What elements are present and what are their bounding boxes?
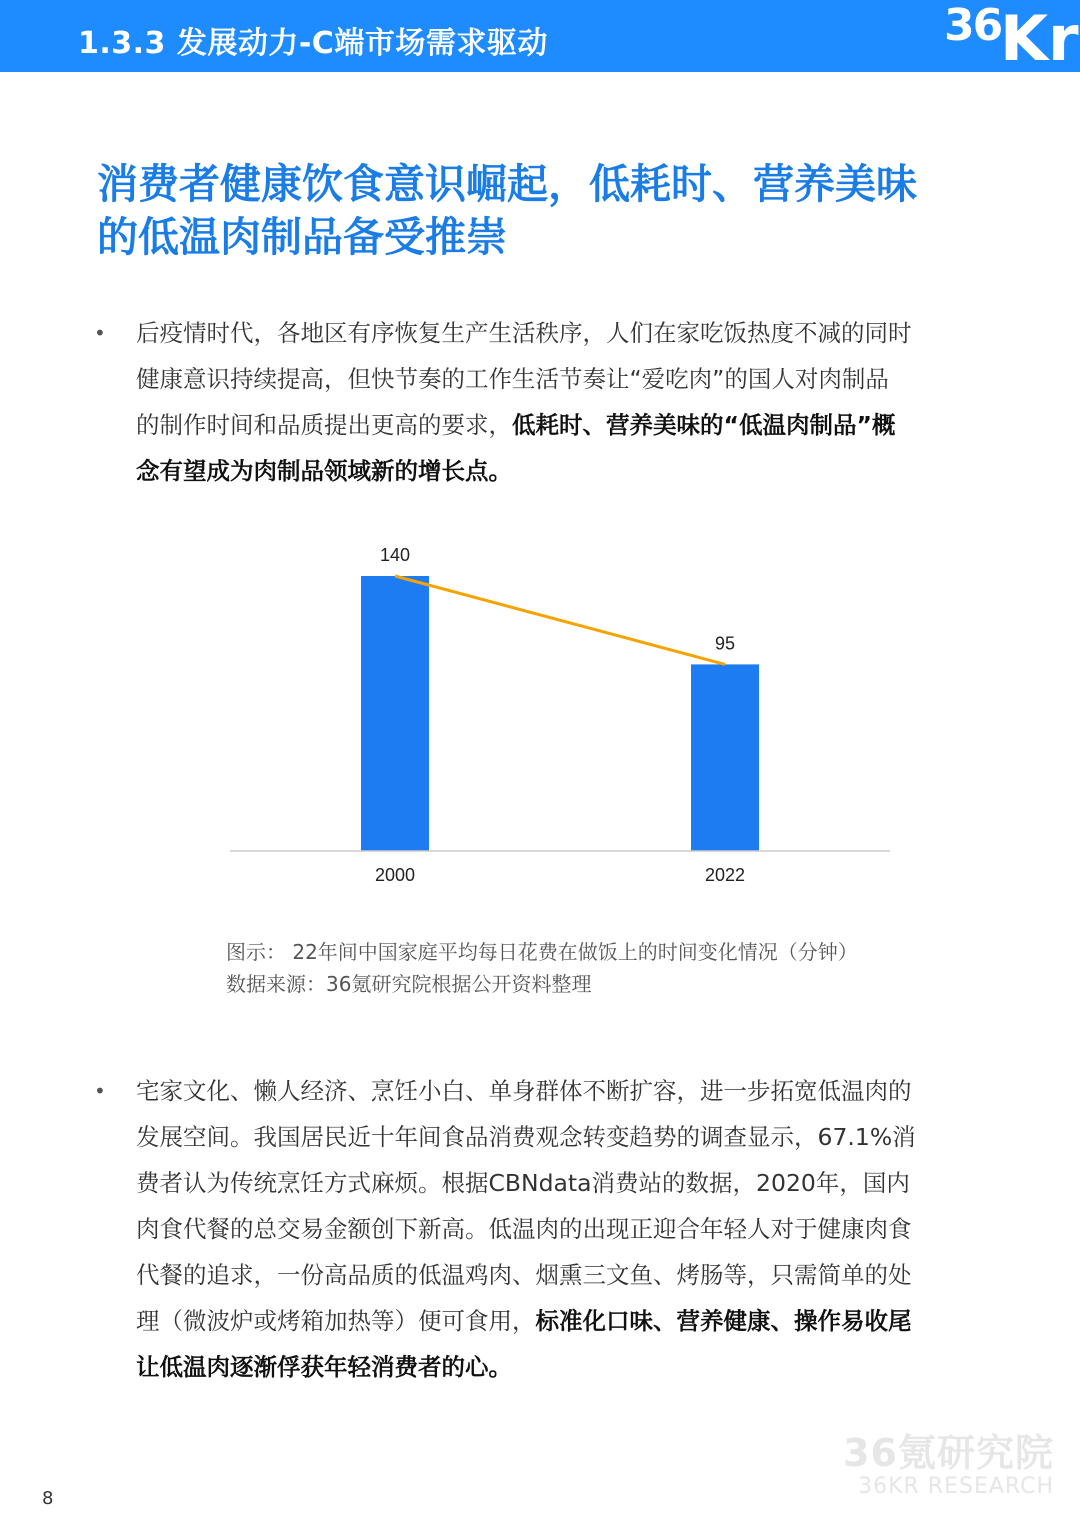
watermark	[843, 1431, 1054, 1499]
figure-title: 图示： 22年间中国家庭平均每日花费在做饭上的时间变化情况（分钟）	[226, 940, 858, 964]
paragraph-line: 肉食代餐的总交易金额创下新高。低温肉的出现正迎合年轻人对于健康肉食	[136, 1215, 912, 1243]
page-headline	[97, 158, 997, 264]
chart-canvas	[0, 520, 1080, 910]
bullet-paragraph-1	[94, 310, 986, 494]
page-number: 8	[42, 1488, 54, 1509]
paragraph-emphasis: 让低温肉逐渐俘获年轻消费者的心。	[136, 1353, 512, 1381]
figure-caption	[226, 936, 858, 1000]
headline-line-1: 消费者健康饮食意识崛起，低耗时、营养美味	[97, 160, 917, 208]
logo-number: 36	[944, 0, 1002, 51]
36kr-logo	[940, 0, 1080, 75]
paragraph-line: 宅家文化、懒人经济、烹饪小白、单身群体不断扩容，进一步拓宽低温肉的	[136, 1077, 912, 1105]
paragraph-line	[136, 1344, 986, 1390]
paragraph-line	[136, 448, 986, 494]
paragraph-line: 发展空间。我国居民近十年间食品消费观念转变趋势的调查显示，67.1%消	[136, 1123, 916, 1151]
paragraph-line: 健康意识持续提高，但快节奏的工作生活节奏让“爱吃肉”的国人对肉制品	[136, 365, 889, 393]
paragraph-line: 后疫情时代，各地区有序恢复生产生活秩序，人们在家吃饭热度不减的同时	[136, 319, 912, 347]
bullet-paragraph-2	[94, 1068, 986, 1390]
watermark-title: 36氪研究院	[843, 1431, 1054, 1475]
watermark-subtitle: 36KR RESEARCH	[858, 1474, 1054, 1499]
x-tick-label-2022: 2022	[704, 865, 746, 885]
paragraph-emphasis: 低耗时、营养美味的“低温肉制品”概	[512, 411, 896, 439]
section-title: 1.3.3 发展动力-C端市场需求驱动	[78, 26, 548, 61]
data-label-2000: 140	[379, 545, 411, 565]
paragraph-line	[136, 1298, 986, 1344]
paragraph-line: 代餐的追求，一份高品质的低温鸡肉、烟熏三文鱼、烤肠等，只需简单的处	[136, 1261, 912, 1289]
cooking-time-chart	[0, 520, 1080, 910]
paragraph-text: 的制作时间和品质提出更高的要求，	[136, 411, 512, 439]
bullet-marker: •	[94, 1079, 106, 1103]
paragraph-line: 费者认为传统烹饪方式麻烦。根据CBNdata消费站的数据，2020年，国内	[136, 1169, 910, 1197]
headline-line-2: 的低温肉制品备受推崇	[97, 213, 507, 261]
paragraph-text: 理（微波炉或烤箱加热等）便可食用，	[136, 1307, 536, 1335]
header-bar	[0, 0, 1080, 75]
bullet-marker: •	[94, 321, 106, 345]
paragraph-emphasis: 念有望成为肉制品领域新的增长点。	[136, 457, 512, 485]
paragraph-emphasis: 标准化口味、营养健康、操作易收尾	[535, 1307, 912, 1335]
paragraph-line	[136, 402, 986, 448]
bar-2000	[361, 576, 429, 851]
logo-letters: Kr	[1000, 2, 1079, 75]
bar-2022	[691, 664, 759, 851]
x-tick-label-2000: 2000	[374, 865, 416, 885]
trend-line	[395, 576, 725, 664]
data-source: 数据来源：36氪研究院根据公开资料整理	[226, 972, 592, 996]
data-label-2022: 95	[714, 633, 736, 654]
